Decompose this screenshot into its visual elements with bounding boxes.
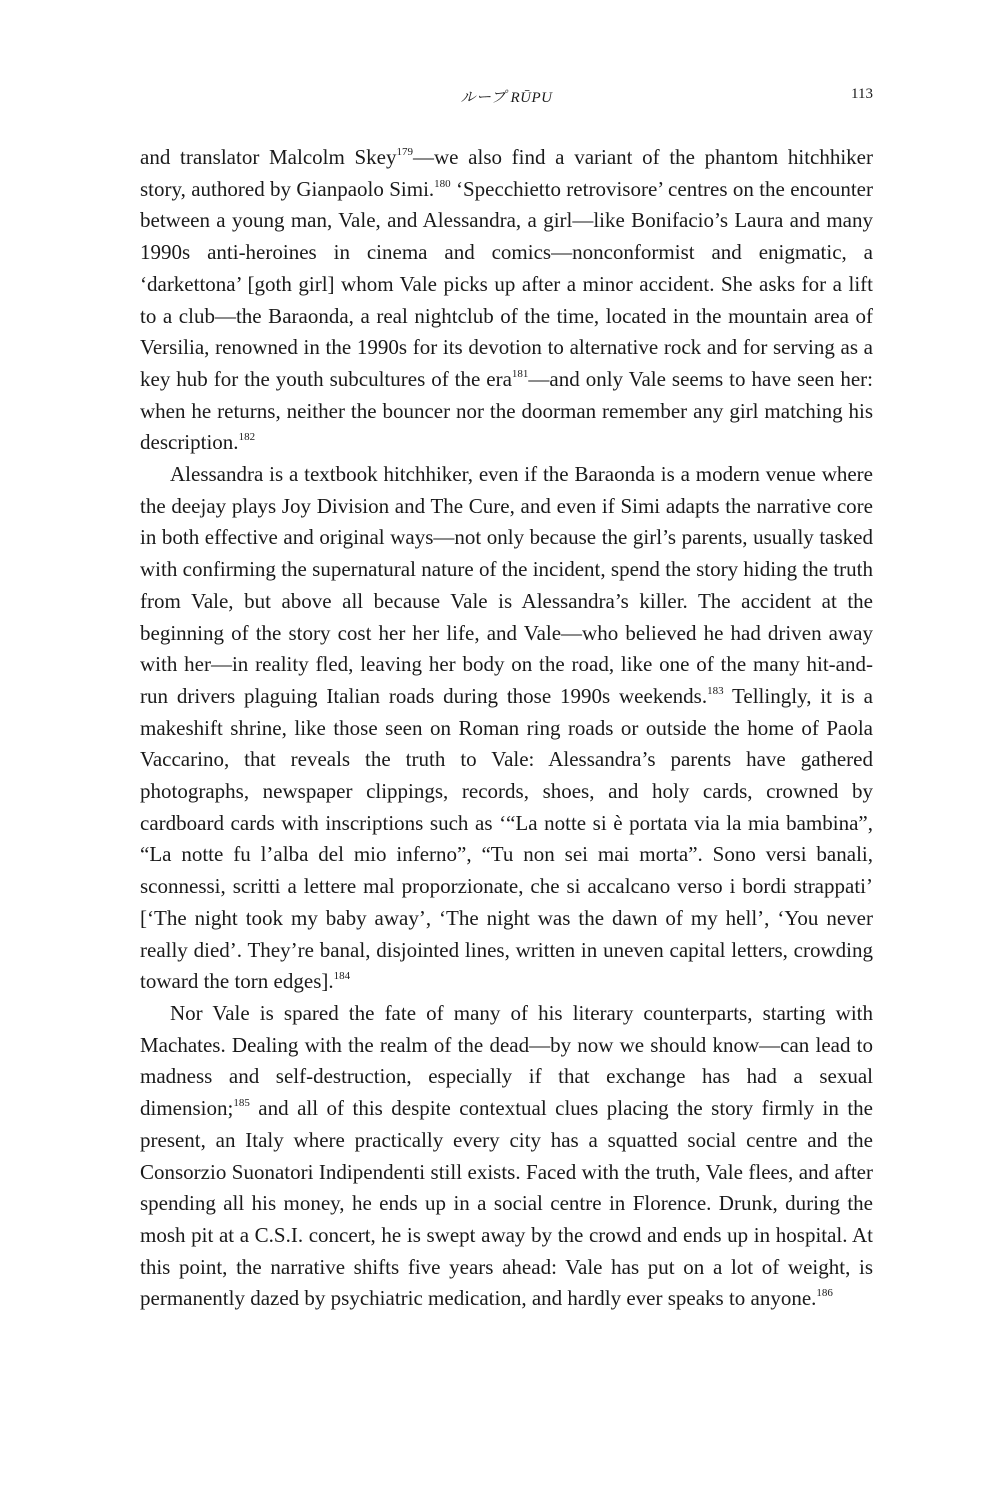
text-run: —we also find a variant of the phantom hitchhiker story, authored by Gianpaolo Simi. [140, 145, 873, 201]
footnote-marker: 183 [707, 684, 724, 697]
paragraph-1 [140, 142, 873, 459]
running-head [140, 86, 873, 110]
text-run: and all of this despite contextual clues placing the story firmly in the present, an Italy where practically every city has a squatted social centre and the Consorzio Suonatori Indipendenti still exists. Faced with the truth, Vale flees, and after spending all his money, he ends up in a social centre in Florence. Drunk, during the mosh pit at a C.S.I. concert, he is swept away by the crowd and ends up in hospital. At this point, the narrative shifts five years ahead: Vale has put on a lot of weight, is permanently dazed by psychiatric medication, and hardly ever speaks to anyone. [140, 1096, 873, 1311]
footnote-marker: 182 [238, 431, 256, 444]
footnote-marker: 180 [434, 177, 451, 190]
text-run: Tellingly, it is a makeshift shrine, like those seen on Roman ring roads or outside the home of Paola Vaccarino, that reveals the truth to Vale: Alessandra’s parents have gathered photographs, newspaper clippings, records, shoes, and holy cards, crowned by cardboard cards with inscriptions such as ‘“La notte si è portata via la mia bambina”, “La notte fu l’alba del mio inferno”, “Tu non sei mai morta”. Sono versi banali, sconnessi, scritti a lettere mal proporzionate, che si accalcano verso i bordi strappati’ [‘The night took my baby away’, ‘The night was the dawn of my hell’, ‘You never really died’. They’re banal, disjointed lines, written in uneven capital letters, crowding toward the torn edges]. [140, 683, 873, 994]
text-run: ‘Specchietto retrovisore’ centres on the encounter between a young man, Vale, and Alessandra, a girl—like Bonifacio’s Laura and many 1990s anti-heroines in cinema and comics—nonconformist and enigmatic, a ‘darkettona’ [goth girl] whom Vale picks up after a minor accident. She asks for a lift to a club—the Baraonda, a real nightclub of the time, located in the mountain area of Versilia, renowned in the 1990s for its devotion to alternative rock and for serving as a key hub for the youth subcultures of the era [140, 176, 874, 391]
footnote-marker: 181 [511, 367, 529, 380]
text-run: Alessandra is a textbook hitchhiker, even if the Baraonda is a modern venue where the deejay plays Joy Division and The Cure, and even if Simi adapts the narrative core in both effective and original ways—not only because the girl’s parents, usually tasked with confirming the supernatural nature of the incident, spend the story hiding the truth from Vale, but above all because Vale is Alessandra’s killer. The accident at the beginning of the story cost her her life, and Vale—who believed he had driven away with her—in reality fled, leaving her body on the road, like one of the many hit-and-run drivers plaguing Italian roads during those 1990s weekends. [140, 462, 873, 708]
footnote-marker: 184 [333, 970, 351, 983]
text-run: —and only Vale seems to have seen her: when he returns, neither the bouncer nor the doorman remember any girl matching his description. [140, 366, 873, 455]
running-title: ループ RŪPU [460, 90, 553, 106]
text-run: Nor Vale is spared the fate of many of his literary counterparts, starting with Machates. Dealing with the realm of the dead—by now we should know—can lead to madness and self-destruction, especially if that exchange has had a sexual dimension; [140, 1000, 873, 1121]
page-number: 113 [851, 86, 873, 102]
footnote-marker: 185 [233, 1097, 250, 1110]
paragraph-2 [140, 459, 873, 998]
footnote-marker: 186 [816, 1287, 833, 1300]
footnote-marker: 179 [396, 146, 413, 158]
text-run: and translator Malcolm Skey [140, 145, 397, 169]
body-text [140, 142, 873, 1315]
paragraph-3 [140, 998, 873, 1315]
